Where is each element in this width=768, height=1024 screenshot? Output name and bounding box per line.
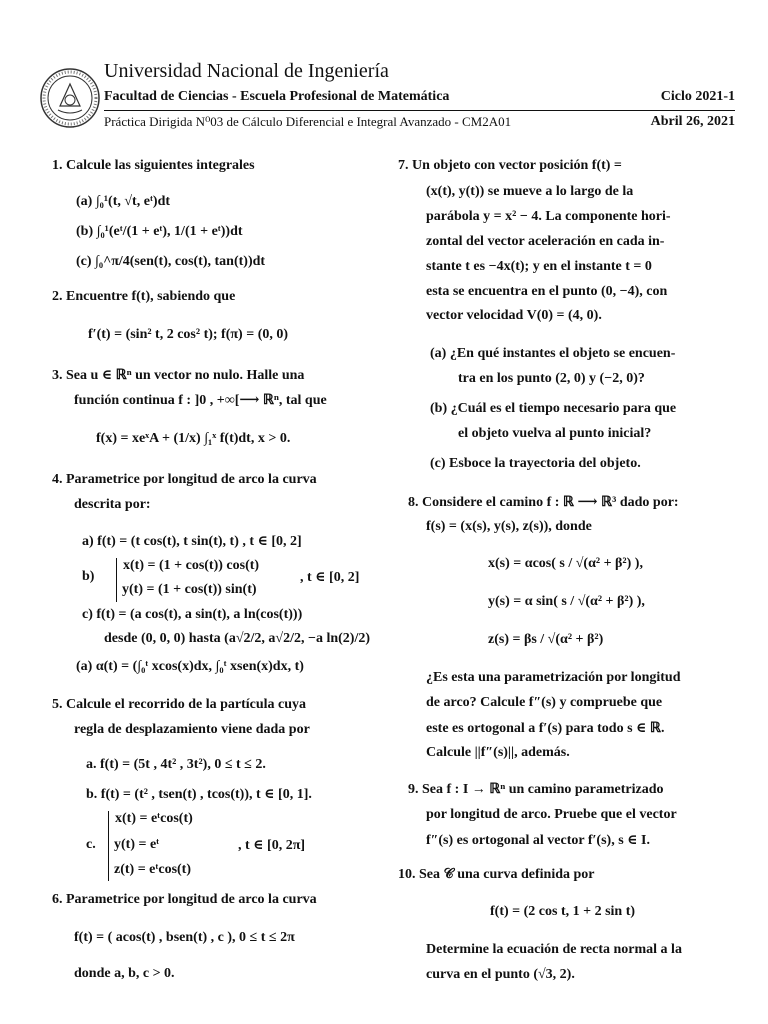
problem-5b: b. f(t) = (t² , tsen(t) , tcos(t)), t ∈ [0, 1]. bbox=[86, 787, 312, 802]
problem-1: 1. Calcule las siguientes integrales bbox=[52, 158, 255, 173]
problem-7b-line1: (b) ¿Cuál es el tiempo necesario para que bbox=[430, 401, 677, 416]
date-label: Abril 26, 2021 bbox=[650, 114, 735, 129]
problem-4-alpha: (a) α(t) = (∫₀ᵗ xcos(x)dx, ∫₀ᵗ xsen(x)dx, t) bbox=[76, 659, 304, 674]
problem-4b-y: y(t) = (1 + cos(t)) sin(t) bbox=[122, 582, 257, 597]
problem-4b-interval: , t ∈ [0, 2] bbox=[300, 570, 360, 585]
problem-4c-endpoints: desde (0, 0, 0) hasta (a√2/2, a√2/2, −a ln(2)/2) bbox=[104, 631, 371, 646]
problem-9-line1: 9. Sea f : I → ℝⁿ un camino parametrizado bbox=[408, 782, 664, 797]
problem-3-formula: f(x) = xeˣA + (1/x) ∫₁ˣ f(t)dt, x > 0. bbox=[96, 431, 291, 446]
problem-7a-line2: tra en los punto (2, 0) y (−2, 0)? bbox=[458, 371, 645, 386]
problem-7c: (c) Esboce la trayectoria del objeto. bbox=[430, 456, 641, 471]
problem-4-line2: descrita por: bbox=[74, 497, 151, 512]
problem-7-line2: (x(t), y(t)) se mueve a lo largo de la bbox=[426, 184, 634, 199]
problem-3-line1: 3. Sea u ∈ ℝⁿ un vector no nulo. Halle una bbox=[52, 368, 305, 383]
problem-8-z: z(s) = βs / √(α² + β²) bbox=[488, 632, 604, 647]
problem-4-line1: 4. Parametrice por longitud de arco la curva bbox=[52, 472, 317, 487]
problem-5c-label: c. bbox=[86, 837, 96, 852]
problem-10: 10. Sea 𝒞 una curva definida por bbox=[398, 867, 595, 882]
problem-5-line1: 5. Calcule el recorrido de la partícula cuya bbox=[52, 697, 307, 712]
problem-8-line2: f(s) = (x(s), y(s), z(s)), donde bbox=[426, 519, 592, 534]
problem-1b: (b) ∫₀¹(eᵗ/(1 + eᵗ), 1/(1 + eᵗ))dt bbox=[76, 224, 243, 239]
university-name: Universidad Nacional de Ingeniería bbox=[104, 60, 389, 82]
problem-5c-y: y(t) = eᵗ bbox=[114, 837, 160, 852]
problem-6-conditions: donde a, b, c > 0. bbox=[74, 966, 175, 981]
problem-4b-x: x(t) = (1 + cos(t)) cos(t) bbox=[116, 558, 259, 602]
problem-7-line3: parábola y = x² − 4. La componente hori- bbox=[426, 209, 671, 224]
problem-5c-interval: , t ∈ [0, 2π] bbox=[238, 838, 306, 853]
problem-7a-line1: (a) ¿En qué instantes el objeto se encuen- bbox=[430, 346, 676, 361]
problem-4a: a) f(t) = (t cos(t), t sin(t), t) , t ∈ [0, 2] bbox=[82, 534, 302, 549]
practice-title: Práctica Dirigida N⁰03 de Cálculo Diferencial e Integral Avanzado - CM2A01 bbox=[104, 114, 512, 129]
problem-10-line2: Determine la ecuación de recta normal a la bbox=[426, 942, 682, 957]
problem-8-line3: ¿Es esta una parametrización por longitud bbox=[426, 670, 681, 685]
problem-4b-label: b) bbox=[82, 569, 95, 584]
problem-1a: (a) ∫₀¹(t, √t, eᵗ)dt bbox=[76, 194, 171, 209]
problem-9-line3: f″(s) es ortogonal al vector f′(s), s ∈ I. bbox=[426, 833, 650, 848]
problem-8-line5: este es ortogonal a f′(s) para todo s ∈ ℝ. bbox=[426, 721, 665, 736]
problem-8-line6: Calcule ||f″(s)||, además. bbox=[426, 745, 570, 760]
problem-3-line2: función continua f : ]0 , +∞[⟶ ℝⁿ, tal que bbox=[74, 393, 327, 408]
problem-9-line2: por longitud de arco. Pruebe que el vector bbox=[426, 807, 677, 822]
problem-8-line1: 8. Considere el camino f : ℝ ⟶ ℝ³ dado por: bbox=[408, 495, 679, 510]
problem-5-line2: regla de desplazamiento viene dada por bbox=[74, 722, 310, 737]
problem-10-line3: curva en el punto (√3, 2). bbox=[426, 967, 575, 982]
problem-8-y: y(s) = α sin( s / √(α² + β²) ), bbox=[488, 594, 645, 609]
problem-7-line7: vector velocidad V(0) = (4, 0). bbox=[426, 308, 602, 323]
problem-6: 6. Parametrice por longitud de arco la curva bbox=[52, 892, 317, 907]
university-seal-icon bbox=[40, 68, 100, 128]
cycle-label: Ciclo 2021-1 bbox=[660, 89, 735, 104]
header-divider bbox=[104, 110, 735, 111]
problem-8-x: x(s) = αcos( s / √(α² + β²) ), bbox=[488, 556, 643, 571]
problem-7-line5: stante t es −4x(t); y en el instante t = 0 bbox=[426, 259, 652, 274]
problem-7-line6: esta se encuentra en el punto (0, −4), con bbox=[426, 284, 668, 299]
problem-1c: (c) ∫₀^π/4(sen(t), cos(t), tan(t))dt bbox=[76, 254, 266, 269]
problem-7-line4: zontal del vector aceleración en cada in- bbox=[426, 234, 665, 249]
problem-2-formula: f′(t) = (sin² t, 2 cos² t); f(π) = (0, 0) bbox=[88, 327, 289, 342]
problem-6-formula: f(t) = ( acos(t) , bsen(t) , c ), 0 ≤ t ≤ 2π bbox=[74, 930, 295, 945]
problem-4c: c) f(t) = (a cos(t), a sin(t), a ln(cos(t))) bbox=[82, 607, 303, 622]
problem-10-formula: f(t) = (2 cos t, 1 + 2 sin t) bbox=[490, 904, 636, 919]
problem-5c-x: x(t) = eᵗcos(t) bbox=[108, 811, 193, 881]
problem-8-line4: de arco? Calcule f″(s) y compruebe que bbox=[426, 695, 663, 710]
problem-5a: a. f(t) = (5t , 4t² , 3t²), 0 ≤ t ≤ 2. bbox=[86, 757, 266, 772]
faculty-name: Facultad de Ciencias - Escuela Profesional de Matemática bbox=[104, 89, 450, 104]
problem-5c-z: z(t) = eᵗcos(t) bbox=[114, 862, 192, 877]
problem-2: 2. Encuentre f(t), sabiendo que bbox=[52, 289, 236, 304]
problem-7b-line2: el objeto vuelva al punto inicial? bbox=[458, 426, 652, 441]
problem-7-line1: 7. Un objeto con vector posición f(t) = bbox=[398, 158, 622, 173]
